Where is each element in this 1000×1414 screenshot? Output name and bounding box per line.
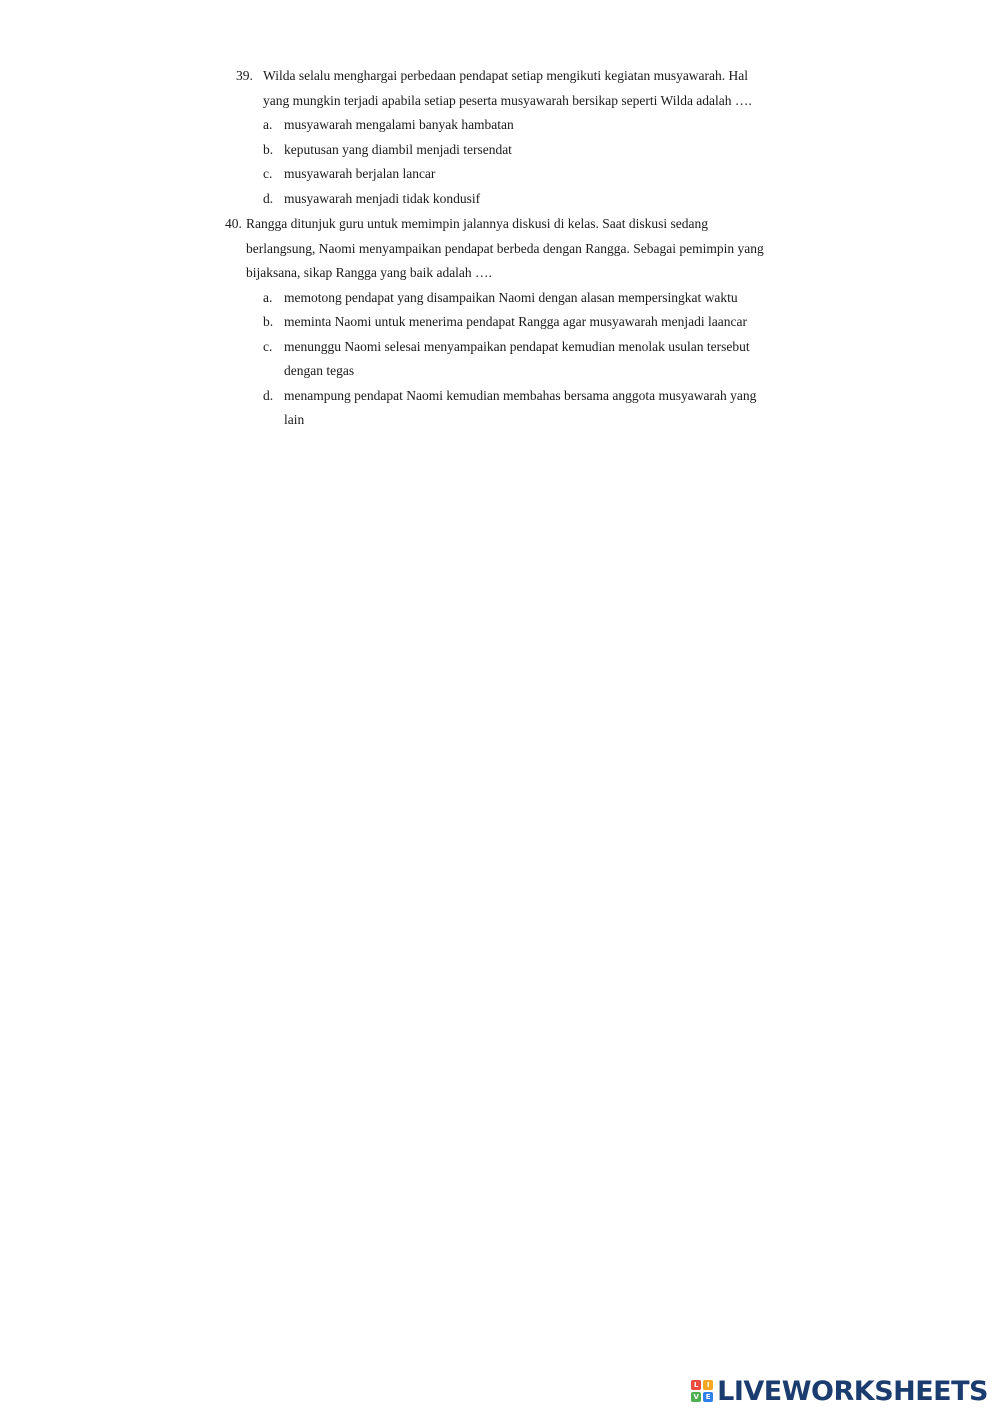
- question-39: [236, 64, 796, 211]
- question-stem: Wilda selalu menghargai perbedaan pendapat setiap mengikuti kegiatan musyawarah. Hal yang mungkin terjadi apabila setiap peserta musyawarah bersikap seperti Wilda adalah ….: [263, 68, 752, 108]
- logo-grid-icon: [691, 1380, 713, 1402]
- logo-tile: E: [703, 1392, 713, 1402]
- logo-tile: V: [691, 1392, 701, 1402]
- options-list: [263, 113, 796, 211]
- question-stem: Rangga ditunjuk guru untuk memimpin jalannya diskusi di kelas. Saat diskusi sedang berlangsung, Naomi menyampaikan pendapat berbeda dengan Rangga. Sebagai pemimpin yang bijaksana, sikap Rangga yang baik adalah ….: [246, 216, 764, 280]
- option-a[interactable]: a. musyawarah mengalami banyak hambatan: [263, 117, 514, 132]
- option-b[interactable]: b. meminta Naomi untuk menerima pendapat Rangga agar musyawarah menjadi laancar: [263, 314, 747, 329]
- option-c[interactable]: c. menunggu Naomi selesai menyampaikan pendapat kemudian menolak usulan tersebut dengan tegas: [263, 338, 750, 378]
- liveworksheets-logo: [691, 1376, 988, 1406]
- option-d[interactable]: d. musyawarah menjadi tidak kondusif: [263, 190, 481, 206]
- options-list: [263, 286, 800, 433]
- logo-text: LIVEWORKSHEETS: [717, 1375, 988, 1407]
- option-d[interactable]: d. menampung pendapat Naomi kemudian membahas bersama anggota musyawarah yang lain: [263, 387, 757, 427]
- option-c[interactable]: c. musyawarah berjalan lancar: [263, 166, 436, 181]
- question-40: [225, 212, 800, 433]
- logo-tile: L: [691, 1380, 701, 1390]
- logo-tile: I: [703, 1380, 713, 1390]
- option-b[interactable]: b. keputusan yang diambil menjadi tersendat: [263, 141, 512, 157]
- question-number: 39.: [236, 68, 253, 83]
- question-number: 40.: [225, 216, 242, 231]
- option-a[interactable]: a. memotong pendapat yang disampaikan Naomi dengan alasan mempersingkat waktu: [263, 289, 738, 305]
